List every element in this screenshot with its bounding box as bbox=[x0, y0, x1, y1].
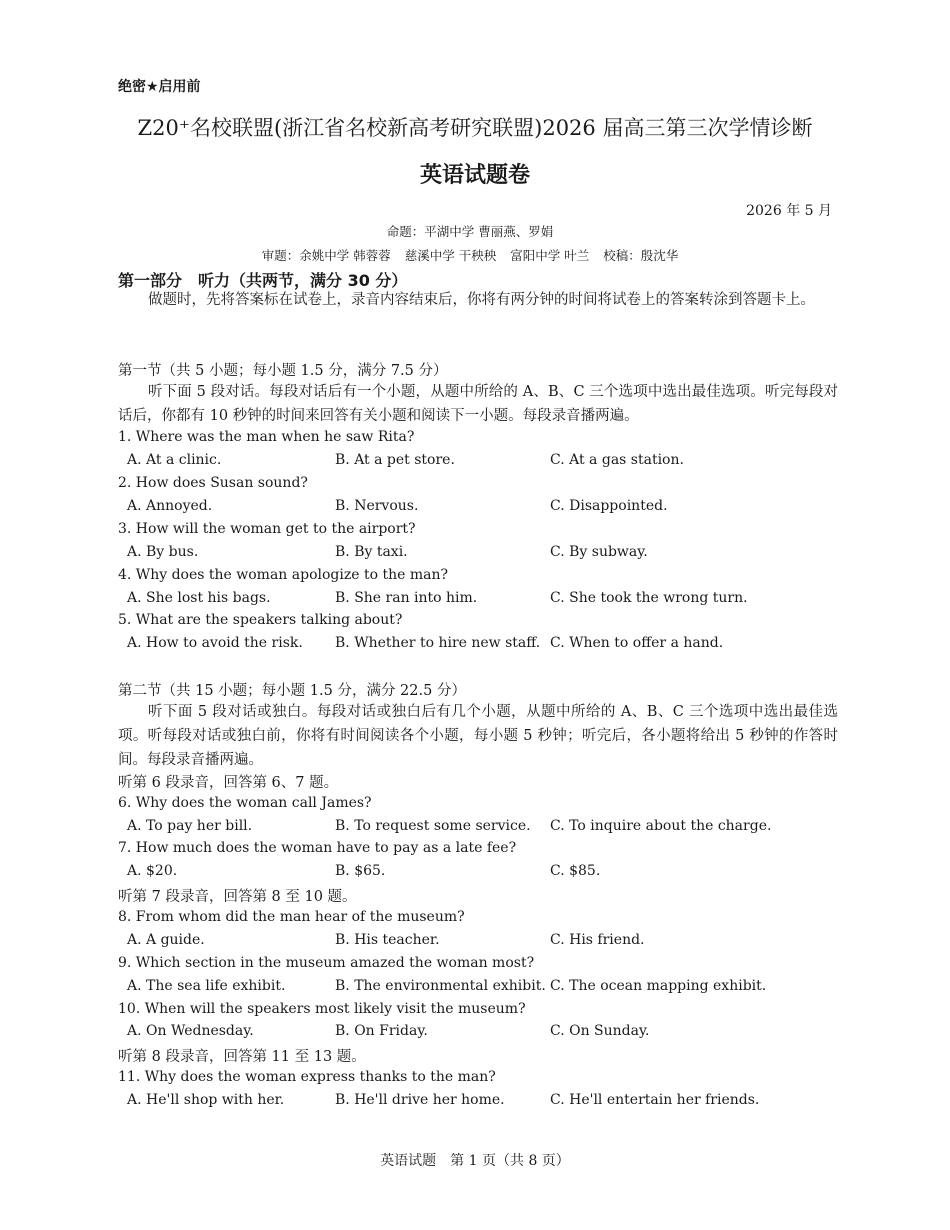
option-11c: C. He'll entertain her friends. bbox=[550, 1092, 760, 1108]
group-7-heading: 听第 7 段录音，回答第 8 至 10 题。 bbox=[118, 889, 357, 905]
confidential-label: 绝密★启用前 bbox=[118, 79, 201, 95]
part1-instruction: 做题时，先将答案标在试卷上，录音内容结束后，你将有两分钟的时间将试卷上的答案转涂到答题卡上。 bbox=[148, 292, 815, 308]
option-5b: B. Whether to hire new staff. bbox=[335, 635, 541, 651]
option-1b: B. At a pet store. bbox=[335, 452, 455, 468]
option-4b: B. She ran into him. bbox=[335, 590, 478, 606]
option-7b: B. $65. bbox=[335, 863, 386, 879]
question-6: 6. Why does the woman call James? bbox=[118, 795, 372, 811]
question-10: 10. When will the speakers most likely visit the museum? bbox=[118, 1001, 526, 1017]
section2-title: 第二节（共 15 小题；每小题 1.5 分，满分 22.5 分） bbox=[118, 683, 466, 699]
subject-title: 英语试题卷 bbox=[419, 163, 530, 188]
option-10b: B. On Friday. bbox=[335, 1023, 428, 1039]
option-3c: C. By subway. bbox=[550, 544, 648, 560]
credit-item: 审题：余姚中学 韩蓉蓉 bbox=[261, 248, 391, 263]
page-footer: 英语试题 第 1 页（共 8 页） bbox=[380, 1153, 570, 1169]
option-4a: A. She lost his bags. bbox=[127, 590, 271, 606]
option-9c: C. The ocean mapping exhibit. bbox=[550, 978, 767, 994]
credit-item: 富阳中学 叶兰 bbox=[510, 248, 590, 263]
option-4c: C. She took the wrong turn. bbox=[550, 590, 748, 606]
option-10c: C. On Sunday. bbox=[550, 1023, 650, 1039]
option-6b: B. To request some service. bbox=[335, 818, 531, 834]
section2-instruction: 听下面 5 段对话或独白。每段对话或独白后有几个小题，从题中所给的 A、B、C 三个选项中选出最佳选项。听每段对话或独白前，你将有时间阅读各个小题，每小题 5 秒钟；听完后，各小题将给出 5 秒钟的作答时间。每段录音播两遍。 bbox=[118, 704, 838, 768]
option-5a: A. How to avoid the risk. bbox=[127, 635, 303, 651]
option-1a: A. At a clinic. bbox=[127, 452, 222, 468]
question-2: 2. How does Susan sound? bbox=[118, 475, 308, 491]
question-9: 9. Which section in the museum amazed the woman most? bbox=[118, 955, 535, 971]
option-9b: B. The environmental exhibit. bbox=[335, 978, 546, 994]
group-6-heading: 听第 6 段录音，回答第 6、7 题。 bbox=[118, 775, 339, 791]
credit-item: 校稿：殷沈华 bbox=[603, 248, 679, 263]
option-8c: C. His friend. bbox=[550, 932, 645, 948]
option-7a: A. $20. bbox=[127, 863, 178, 879]
group-8-heading: 听第 8 段录音，回答第 11 至 13 题。 bbox=[118, 1049, 366, 1065]
question-1: 1. Where was the man when he saw Rita? bbox=[118, 429, 415, 445]
question-8: 8. From whom did the man hear of the museum? bbox=[118, 909, 465, 925]
section1-instruction: 听下面 5 段对话。每段对话后有一个小题，从题中所给的 A、B、C 三个选项中选出最佳选项。听完每段对话后，你都有 10 秒钟的时间来回答有关小题和阅读下一小题。每段录音播两遍。 bbox=[118, 384, 838, 424]
question-3: 3. How will the woman get to the airport? bbox=[118, 521, 416, 537]
credits-line-2 bbox=[0, 246, 950, 264]
option-11b: B. He'll drive her home. bbox=[335, 1092, 505, 1108]
option-8b: B. His teacher. bbox=[335, 932, 440, 948]
question-11: 11. Why does the woman express thanks to the man? bbox=[118, 1069, 496, 1085]
option-7c: C. $85. bbox=[550, 863, 601, 879]
question-4: 4. Why does the woman apologize to the man? bbox=[118, 567, 448, 583]
credits-line-1 bbox=[0, 222, 950, 240]
question-7: 7. How much does the woman have to pay as a late fee? bbox=[118, 840, 517, 856]
option-2a: A. Annoyed. bbox=[127, 498, 213, 514]
option-10a: A. On Wednesday. bbox=[127, 1023, 254, 1039]
part1-title: 第一部分 听力（共两节，满分 30 分） bbox=[118, 271, 408, 290]
section1-title: 第一节（共 5 小题；每小题 1.5 分，满分 7.5 分） bbox=[118, 363, 448, 379]
option-6a: A. To pay her bill. bbox=[127, 818, 253, 834]
option-11a: A. He'll shop with her. bbox=[127, 1092, 285, 1108]
question-5: 5. What are the speakers talking about? bbox=[118, 612, 403, 628]
option-8a: A. A guide. bbox=[127, 932, 205, 948]
option-2c: C. Disappointed. bbox=[550, 498, 668, 514]
option-3b: B. By taxi. bbox=[335, 544, 408, 560]
exam-title: Z20⁺名校联盟(浙江省名校新高考研究联盟)2026 届高三第三次学情诊断 bbox=[137, 116, 813, 140]
option-3a: A. By bus. bbox=[127, 544, 199, 560]
option-2b: B. Nervous. bbox=[335, 498, 419, 514]
option-5c: C. When to offer a hand. bbox=[550, 635, 724, 651]
exam-date: 2026 年 5 月 bbox=[746, 203, 832, 219]
credit-item: 慈溪中学 干秧秧 bbox=[404, 248, 497, 263]
credit-item: 命题：平湖中学 曹丽燕、罗娟 bbox=[386, 224, 554, 239]
option-6c: C. To inquire about the charge. bbox=[550, 818, 772, 834]
option-1c: C. At a gas station. bbox=[550, 452, 684, 468]
option-9a: A. The sea life exhibit. bbox=[127, 978, 286, 994]
